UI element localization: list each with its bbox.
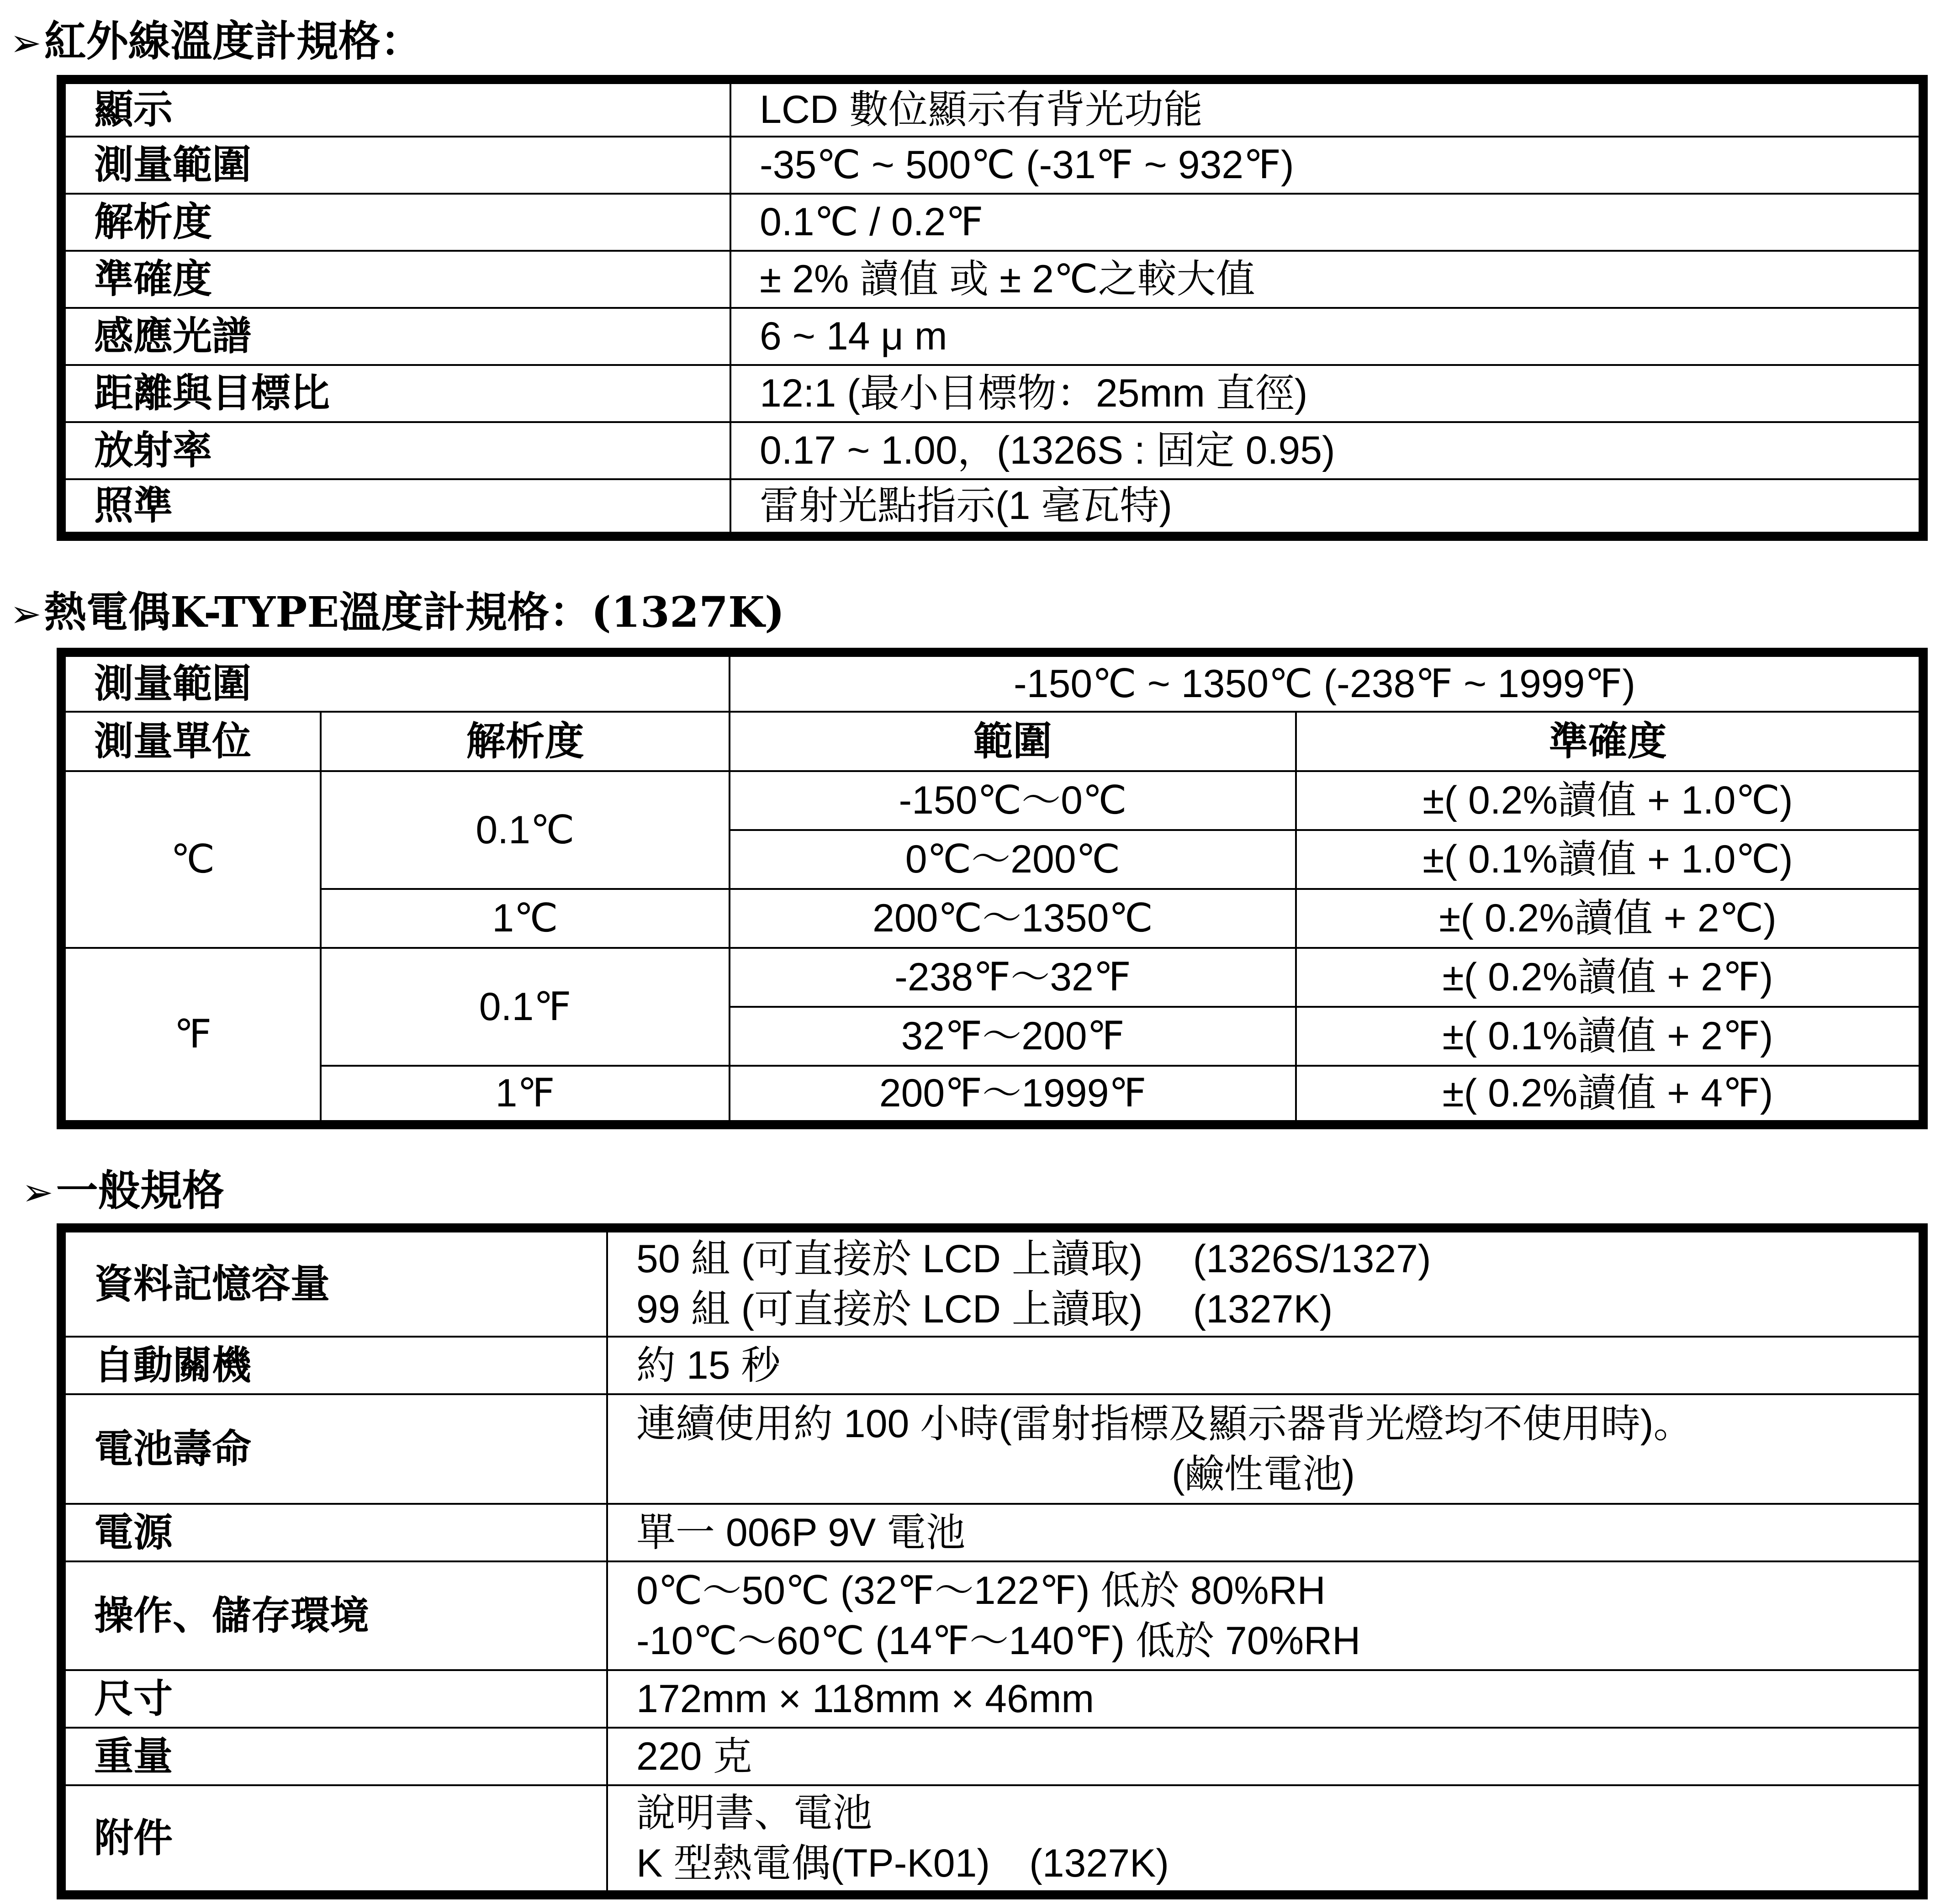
table-row	[61, 422, 1923, 479]
battery-line: (鹼性電池)	[1171, 1452, 1355, 1496]
table-row	[61, 308, 1923, 365]
row-value: 0.17 ~ 1.00，(1326S : 固定 0.95)	[730, 422, 1923, 479]
row-value: 約 15 秒	[607, 1337, 1923, 1394]
row-label: 操作、儲存環境	[61, 1561, 607, 1670]
column-header: 解析度	[321, 712, 730, 771]
row-label: 照準	[61, 479, 730, 536]
accessory-line: 說明書、電池	[636, 1791, 872, 1835]
accuracy-cell: ±( 0.1%讀值 + 2℉)	[1296, 1007, 1923, 1066]
row-label: 測量範圍	[61, 137, 730, 194]
resolution-value: 1℃	[321, 889, 730, 948]
memory-line: 50 組 (可直接於 LCD 上讀取) (1326S/1327)	[636, 1237, 1431, 1281]
table-row	[61, 1066, 1923, 1125]
accessory-line: K 型熱電偶(TP-K01) (1327K)	[636, 1841, 1169, 1885]
unit-fahrenheit: ℉	[61, 948, 321, 1125]
row-label: 電池壽命	[61, 1394, 607, 1504]
general-spec-table	[57, 1223, 1928, 1899]
row-label: 自動關機	[61, 1337, 607, 1394]
row-label: 重量	[61, 1728, 607, 1785]
table-row	[61, 194, 1923, 251]
table-row	[61, 1728, 1923, 1785]
range-cell: 32℉～200℉	[730, 1007, 1296, 1066]
table-row	[61, 479, 1923, 536]
range-cell: 0℃～200℃	[730, 830, 1296, 889]
table-row	[61, 771, 1923, 830]
tc-spec-heading	[10, 587, 785, 637]
ir-spec-title: 紅外線溫度計規格：	[44, 16, 423, 66]
memory-line: 99 組 (可直接於 LCD 上讀取) (1327K)	[636, 1287, 1333, 1331]
column-header: 測量單位	[61, 712, 321, 771]
table-row	[61, 365, 1923, 422]
ir-spec-table	[57, 75, 1928, 541]
arrow-bullet-icon: ➢	[22, 1171, 53, 1214]
row-value: 雷射光點指示(1 毫瓦特)	[730, 479, 1923, 536]
row-value: 0.1℃ / 0.2℉	[730, 194, 1923, 251]
accuracy-cell: ±( 0.2%讀值 + 2℉)	[1296, 948, 1923, 1007]
range-cell: -238℉～32℉	[730, 948, 1296, 1007]
arrow-bullet-icon: ➢	[10, 592, 42, 636]
row-value	[607, 1228, 1923, 1337]
row-label: 尺寸	[61, 1670, 607, 1728]
ir-spec-heading	[10, 16, 423, 66]
environment-line: 0℃～50℃ (32℉～122℉) 低於 80%RH	[636, 1568, 1326, 1613]
accuracy-cell: ±( 0.2%讀值 + 4℉)	[1296, 1066, 1923, 1125]
unit-celsius: ℃	[61, 771, 321, 948]
table-row	[61, 251, 1923, 308]
tc-spec-title: 熱電偶K-TYPE溫度計規格：(1327K)	[44, 587, 785, 637]
table-row	[61, 79, 1923, 137]
battery-line: 連續使用約 100 小時(雷射指標及顯示器背光燈均不使用時)。	[636, 1402, 1693, 1446]
row-value: 12:1 (最小目標物：25mm 直徑)	[730, 365, 1923, 422]
table-row	[61, 1228, 1923, 1337]
table-row	[61, 1504, 1923, 1561]
accuracy-cell: ±( 0.2%讀值 + 2℃)	[1296, 889, 1923, 948]
row-value: -35℃ ~ 500℃ (-31℉ ~ 932℉)	[730, 137, 1923, 194]
table-row	[61, 889, 1923, 948]
table-row	[61, 948, 1923, 1007]
range-cell: 200℃～1350℃	[730, 889, 1296, 948]
row-label: 電源	[61, 1504, 607, 1561]
arrow-bullet-icon: ➢	[10, 21, 42, 65]
table-row	[61, 652, 1923, 712]
resolution-value: 0.1℉	[321, 948, 730, 1066]
table-row	[61, 1785, 1923, 1895]
general-spec-heading	[22, 1166, 224, 1215]
row-label: 距離與目標比	[61, 365, 730, 422]
row-value: LCD 數位顯示有背光功能	[730, 79, 1923, 137]
row-value: 6 ~ 14 μ m	[730, 308, 1923, 365]
environment-line: -10℃～60℃ (14℉～140℉) 低於 70%RH	[636, 1619, 1361, 1663]
range-cell: 200℉～1999℉	[730, 1066, 1296, 1125]
row-value: 172mm × 118mm × 46mm	[607, 1670, 1923, 1728]
row-label: 附件	[61, 1785, 607, 1895]
row-label: 解析度	[61, 194, 730, 251]
table-row	[61, 1561, 1923, 1670]
general-spec-title: 一般規格	[56, 1166, 224, 1215]
column-header: 準確度	[1296, 712, 1923, 771]
range-value: -150℃ ~ 1350℃ (-238℉ ~ 1999℉)	[730, 652, 1923, 712]
range-cell: -150℃～0℃	[730, 771, 1296, 830]
tc-spec-table	[57, 648, 1928, 1129]
row-value	[607, 1561, 1923, 1670]
row-label: 準確度	[61, 251, 730, 308]
row-label: 顯示	[61, 79, 730, 137]
accuracy-cell: ±( 0.1%讀值 + 1.0℃)	[1296, 830, 1923, 889]
resolution-value: 0.1℃	[321, 771, 730, 889]
row-label: 資料記憶容量	[61, 1228, 607, 1337]
row-value: 220 克	[607, 1728, 1923, 1785]
row-label: 感應光譜	[61, 308, 730, 365]
column-header: 範圍	[730, 712, 1296, 771]
accuracy-cell: ±( 0.2%讀值 + 1.0℃)	[1296, 771, 1923, 830]
row-value: 單一 006P 9V 電池	[607, 1504, 1923, 1561]
table-header-row	[61, 712, 1923, 771]
table-row	[61, 137, 1923, 194]
row-value	[607, 1785, 1923, 1895]
table-row	[61, 1670, 1923, 1728]
table-row	[61, 1394, 1923, 1504]
row-label: 放射率	[61, 422, 730, 479]
resolution-value: 1℉	[321, 1066, 730, 1125]
range-label: 測量範圍	[61, 652, 730, 712]
row-value	[607, 1394, 1923, 1504]
table-row	[61, 1337, 1923, 1394]
row-value: ± 2% 讀值 或 ± 2℃之較大值	[730, 251, 1923, 308]
